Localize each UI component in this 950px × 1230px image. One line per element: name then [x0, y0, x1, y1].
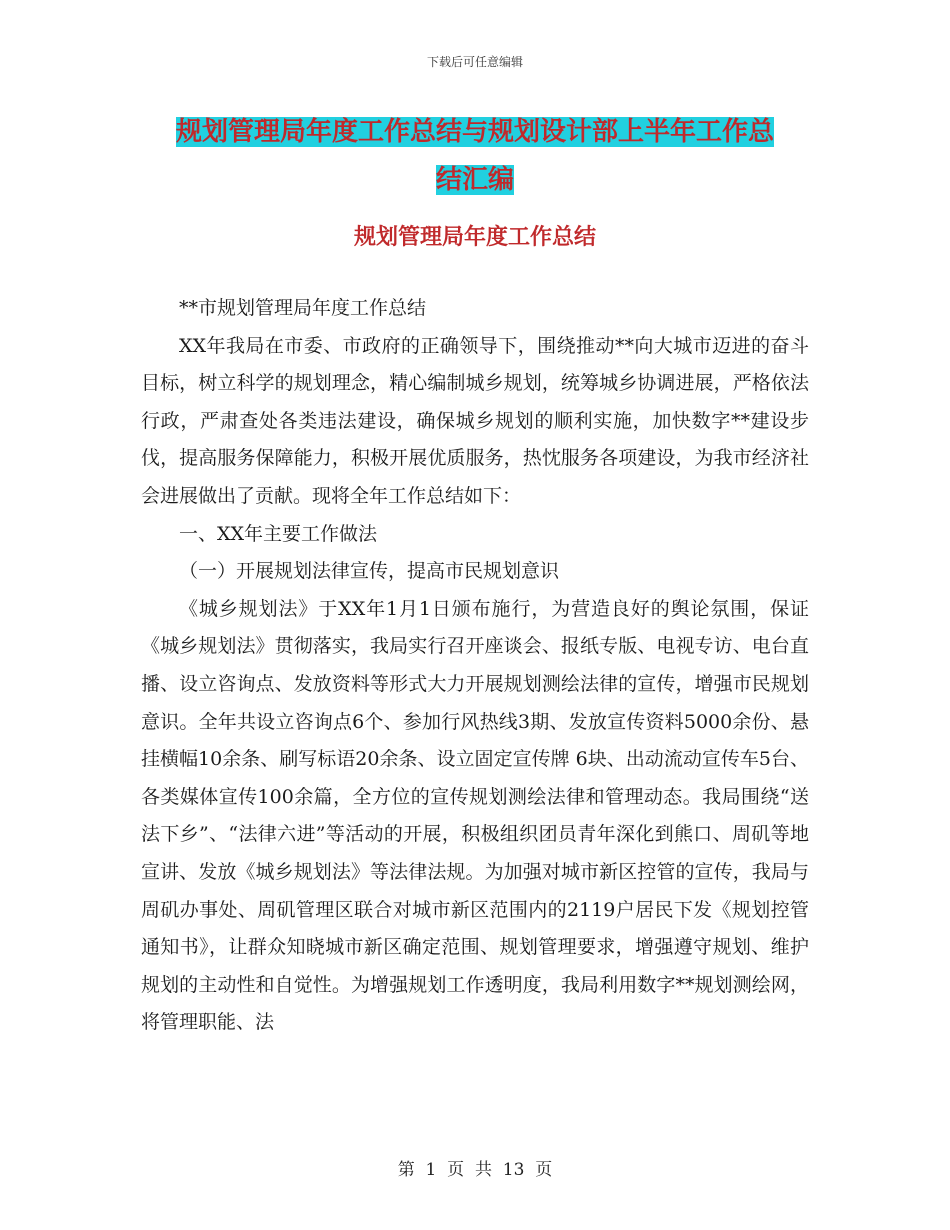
body-paragraph: **市规划管理局年度工作总结	[179, 297, 427, 319]
document-body	[141, 290, 809, 1042]
section-title: 规划管理局年度工作总结	[353, 225, 596, 250]
body-paragraph: 一、XX年主要工作做法	[179, 522, 378, 545]
title-line-2: 结汇编	[435, 165, 514, 195]
title-line-1: 规划管理局年度工作总结与规划设计部上半年工作总	[175, 117, 774, 147]
body-paragraph: 《城乡规划法》于XX年1月1日颁布施行，为营造良好的舆论氛围，保证《城乡规划法》贯彻落实，我局实行召开座谈会、报纸专版、电视专访、电台直播、设立咨询点、发放资料等形式大力开展规划测绘法律的宣传，增强市民规划意识。全年共设立咨询点6个、参加行风热线3期、发放宣传资料5000余份、悬挂横幅10余条、刷写标语20余条、设立固定宣传牌 6块、出动流动宣传车5台、各类媒体宣传100余篇，全方位的宣传规划测绘法律和管理动态。我局围绕“送法下乡”、“法律六进”等活动的开展，积极组织团员青年深化到熊口、周矶等地宣讲、发放《城乡规划法》等法律法规。为加强对城市新区控管的宣传，我局与周矶办事处、周矶管理区联合对城市新区范围内的2119户居民下发《规划控管通知书》，让群众知晓城市新区确定范围、规划管理要求，增强遵守规划、维护规划的主动性和自觉性。为增强规划工作透明度，我局利用数字**规划测绘网，将管理职能、法	[141, 597, 809, 1034]
page-header-note: 下载后可任意编辑	[426, 55, 523, 69]
document-title	[140, 108, 810, 204]
page-footer: 第 1 页 共 13 页	[397, 1160, 553, 1180]
body-paragraph: XX年我局在市委、市政府的正确领导下，围绕推动**向大城市迈进的奋斗目标，树立科学的规划理念，精心编制城乡规划，统筹城乡协调进展，严格依法行政，严肃查处各类违法建设，确保城乡规划的顺利实施，加快数字**建设步伐，提高服务保障能力，积极开展优质服务，热忱服务各项建设，为我市经济社会进展做出了贡献。现将全年工作总结如下：	[141, 334, 809, 507]
body-paragraph: （一）开展规划法律宣传，提高市民规划意识	[179, 560, 560, 583]
